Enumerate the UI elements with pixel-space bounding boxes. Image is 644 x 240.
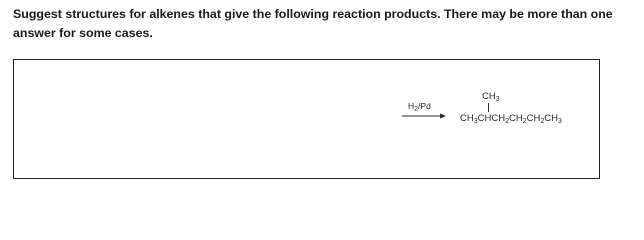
chain-subscript-4: 2 [540, 118, 545, 125]
chain-group-4: CH [526, 113, 541, 124]
reagent-label [408, 101, 431, 111]
chain-subscript-2: 2 [505, 118, 509, 125]
reaction-scheme [400, 90, 600, 135]
chain-subscript-3: 2 [522, 118, 527, 125]
branch-bond [488, 103, 489, 112]
methyl-ch: CH [482, 91, 496, 102]
chain-group-2: CHCH [477, 113, 506, 124]
chain-subscript-1: 3 [473, 118, 478, 125]
methyl-branch [482, 91, 500, 102]
question-text: Suggest structures for alkenes that give the following reaction products. There may be more than one answer for some cases. [13, 7, 613, 40]
chain-group-1: CH [460, 113, 474, 124]
chain-group-5: CH [544, 113, 559, 124]
chain-subscript-5: 3 [558, 118, 562, 125]
chain-group-3: CH [509, 113, 523, 124]
reaction-arrow-icon [402, 113, 446, 119]
reagent-hydrogen: H [408, 101, 415, 111]
reagent-catalyst: /Pd [418, 101, 431, 111]
reagent-hydrogen-subscript: 2 [414, 106, 419, 113]
methyl-subscript: 3 [495, 96, 500, 103]
product-main-chain [460, 113, 562, 124]
